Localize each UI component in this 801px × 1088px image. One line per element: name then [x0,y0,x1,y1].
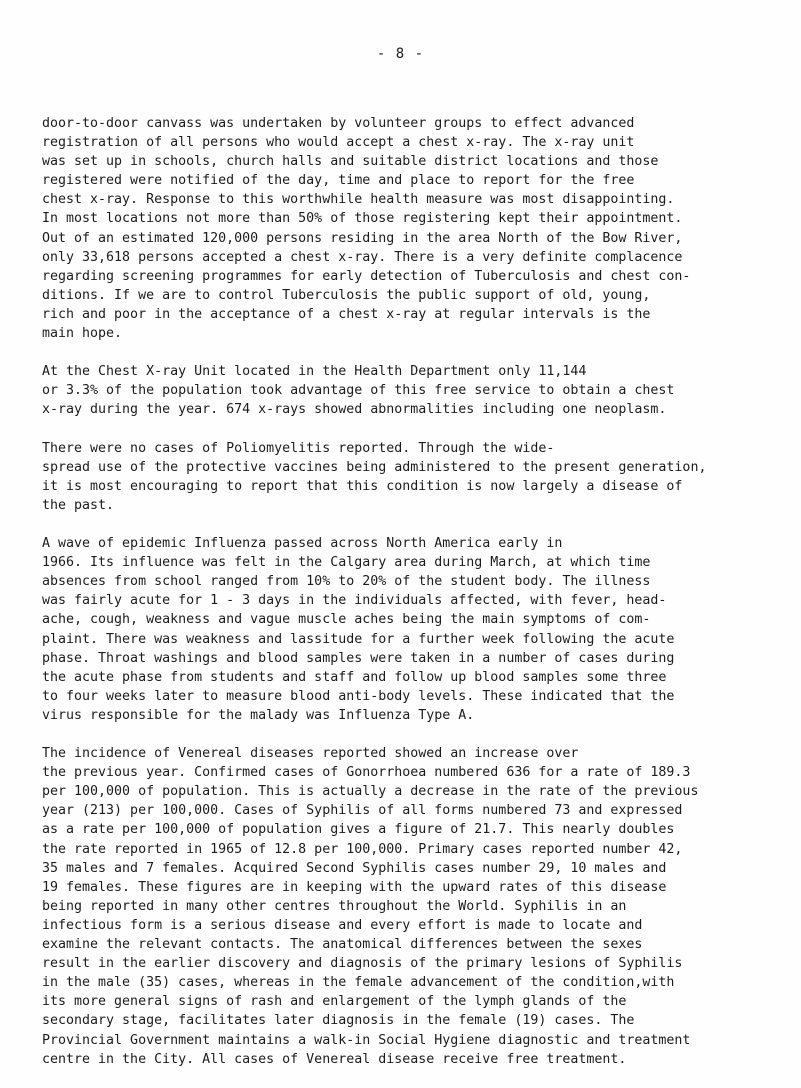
page-number: - 8 - [376,46,425,62]
paragraph-chest-xray-unit: At the Chest X-ray Unit located in the Health Department only 11,144 or 3.3% of the population took advantage of this free service to obtain a chest x-ray during the year. 674 x-rays showed abnormalities including one neoplasm. [42,364,675,418]
body-text [42,114,768,1088]
paragraph-chest-xray-canvass: door-to-door canvass was undertaken by volunteer groups to effect advanced registration of all persons who would accept a chest x-ray. The x-ray unit was set up in schools, church halls and suitable district locations and those registered were notified of the day, time and place to report for the free chest x-ray. Response to this worthwhile health measure was most disappointing. In most locations not more than 50% of those registering kept their appointment. Out of an estimated 120,000 persons residing in the area North of the Bow River, only 33,618 persons accepted a chest x-ray. There is a very definite complacence regarding screening programmes for early detection of Tuberculosis and chest con- ditions. If we are to control Tuberculosis the public support of old, young, rich and poor in the acceptance of a chest x-ray at regular intervals is the main hope. [42,116,691,342]
paragraph-poliomyelitis: There were no cases of Poliomyelitis reported. Through the wide- spread use of the protective vaccines being administered to the present generation, it is most encouraging to report that this condition is now largely a disease of the past. [42,440,707,513]
paragraph-venereal-diseases: The incidence of Venereal diseases reported showed an increase over the previous year. Confirmed cases of Gonorrhoea numbered 636 for a rate of 189.3 per 100,000 of population. This is actually a decrease in the rate of the previous year (213) per 100,000. Cases of Syphilis of all forms numbered 73 and expressed as a rate per 100,000 of population gives a figure of 21.7. This nearly doubles the rate reported in 1965 of 12.8 per 100,000. Primary cases reported number 42, 35 males and 7 females. Acquired Second Syphilis cases number 29, 10 males and 19 females. These figures are in keeping with the upward rates of this disease being reported in many other centres throughout the World. Syphilis in an infectious form is a serious disease and every effort is made to locate and examine the relevant contacts. The anatomical differences between the sexes result in the earlier discovery and diagnosis of the primary lesions of Syphilis in the male (35) cases, whereas in the female advancement of the condition,with its more general signs of rash and enlargement of the lymph glands of the secondary stage, facilitates later diagnosis in the female (19) cases. The Provincial Government maintains a walk-in Social Hygiene diagnostic and treatment centre in the City. All cases of Venereal disease receive free treatment. [42,746,699,1067]
paragraph-influenza: A wave of epidemic Influenza passed across North America early in 1966. Its influence was felt in the Calgary area during March, at which time absences from school ranged from 10% to 20% of the student body. The illness was fairly acute for 1 - 3 days in the individuals affected, with fever, head- ache, cough, weakness and vague muscle aches being the main symptoms of com- plaint. There was weakness and lassitude for a further week following the acute phase. Throat washings and blood samples were taken in a number of cases during the acute phase from students and staff and follow up blood samples some three to four weeks later to measure blood anti-body levels. These indicated that the virus responsible for the malady was Influenza Type A. [42,536,675,723]
